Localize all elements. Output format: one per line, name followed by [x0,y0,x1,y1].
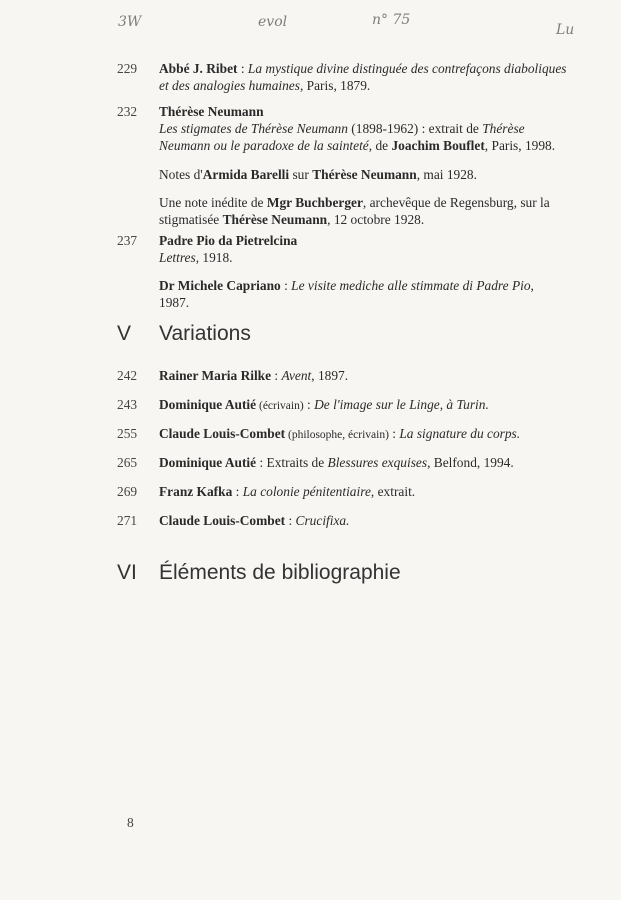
handwritten-note-right: n° 75 [372,12,411,28]
note-text: sur [289,167,313,182]
entry-title: Lettres [159,250,196,265]
entry-author: Padre Pio da Pietrelcina [159,233,298,248]
entry-title: Thérèse Neumann ou le paradoxe de la sainteté [159,121,525,153]
entry-title: La signature du corps. [399,426,521,441]
section-number: V [117,322,132,345]
entry-author: Abbé J. Ribet [159,61,238,76]
entry-author: Dr Michele Capriano [159,278,281,293]
bib-entry [117,425,567,444]
entry-text [159,454,567,471]
entry-rest: , Belfond, 1994. [427,455,514,470]
entry-title: Le visite mediche alle stimmate di Padre Pio [291,278,531,293]
page-ref: 269 [117,484,138,499]
entry-rest: , extrait. [370,484,416,499]
page-ref: 255 [117,426,138,441]
entry-sep: : [388,426,400,441]
bib-entry [117,512,567,529]
entry-title: De l'image sur le Linge, à Turin. [314,397,489,412]
section-heading-variations [117,322,251,346]
page-ref: 265 [117,455,138,470]
entry-title: Crucifixa. [295,513,350,528]
bib-entry [117,367,567,384]
entry-rest: , 1897. [311,368,349,383]
handwritten-note-mid: evol [258,14,288,30]
entry-rest: , 1987. [159,278,534,310]
entry-author: Joachim Bouflet [391,138,485,153]
bib-entry [117,232,567,311]
entry-title: Blessures exquises [327,455,428,470]
entry-author: Claude Louis-Combet [159,513,286,528]
handwritten-note-left: 3W [118,14,142,30]
page-ref: 242 [117,368,138,383]
entry-sep: : [285,513,296,528]
entry-sep: : [303,397,315,412]
entry-author: Thérèse Neumann [159,104,264,119]
note-text: , 12 octobre 1928. [327,212,425,227]
note-text: Une note inédite de [159,195,267,210]
entry-text [159,103,567,154]
entry-sep: : [232,484,243,499]
entry-author: Dominique Autié [159,397,257,412]
entry-text [159,367,567,384]
note-text: Notes d' [159,167,203,182]
entry-sep: : [237,61,248,76]
note-text: , mai 1928. [416,167,477,182]
entry-author: Armida Barelli [202,167,290,182]
page-ref: 229 [117,61,138,76]
entry-title: La colonie pénitentiaire [242,484,371,499]
entry-sep: : [271,368,282,383]
entry-note [159,166,567,183]
author-note: (philosophe, écrivain) [285,429,389,441]
entry-note [159,194,567,228]
entry-rest: (1898-1962) : extrait de [347,121,483,136]
entry-text [159,60,567,94]
entry-author: Dominique Autié [159,455,257,470]
entry-text [159,277,567,311]
entry-rest: , Paris, 1998. [484,138,556,153]
entry-author: Claude Louis-Combet [159,426,286,441]
entry-title: Avent [281,368,312,383]
entry-text [159,396,567,415]
entry-title: La mystique divine distinguée des contrefaçons diaboliques et des analogies humaines [159,61,567,93]
entry-rest: , Paris, 1879. [299,78,371,93]
entry-author: Mgr Buchberger [266,195,363,210]
entry-sep: : [280,278,292,293]
handwritten-note-corner: Lu [556,22,575,38]
section-title: Variations [159,322,251,345]
entry-text [159,512,567,529]
entry-author: Thérèse Neumann [222,212,328,227]
bib-entry [117,103,567,228]
page-ref: 232 [117,104,138,119]
note-text: , archevêque de Regensburg, sur la stigmatisée [159,195,550,227]
bib-entry [117,454,567,471]
page-ref: 243 [117,397,138,412]
section-title: Éléments de bibliographie [159,561,401,584]
bib-entry [117,60,567,94]
entry-rest: , de [368,138,392,153]
section-heading-bibliographie [117,561,401,585]
entry-text [159,483,567,500]
entry-text [159,425,567,444]
entry-text [159,232,567,266]
entry-sep: : Extraits de [256,455,328,470]
entry-author: Franz Kafka [159,484,233,499]
entry-author: Thérèse Neumann [312,167,417,182]
page-number: 8 [127,815,134,830]
bib-entry [117,396,567,415]
author-note: (écrivain) [256,400,304,412]
entry-title: Les stigmates de Thérèse Neumann [159,121,348,136]
entry-author: Rainer Maria Rilke [159,368,272,383]
entry-rest: , 1918. [195,250,233,265]
page-ref: 237 [117,233,138,248]
bib-entry [117,483,567,500]
section-number: VI [117,561,137,584]
page-ref: 271 [117,513,138,528]
